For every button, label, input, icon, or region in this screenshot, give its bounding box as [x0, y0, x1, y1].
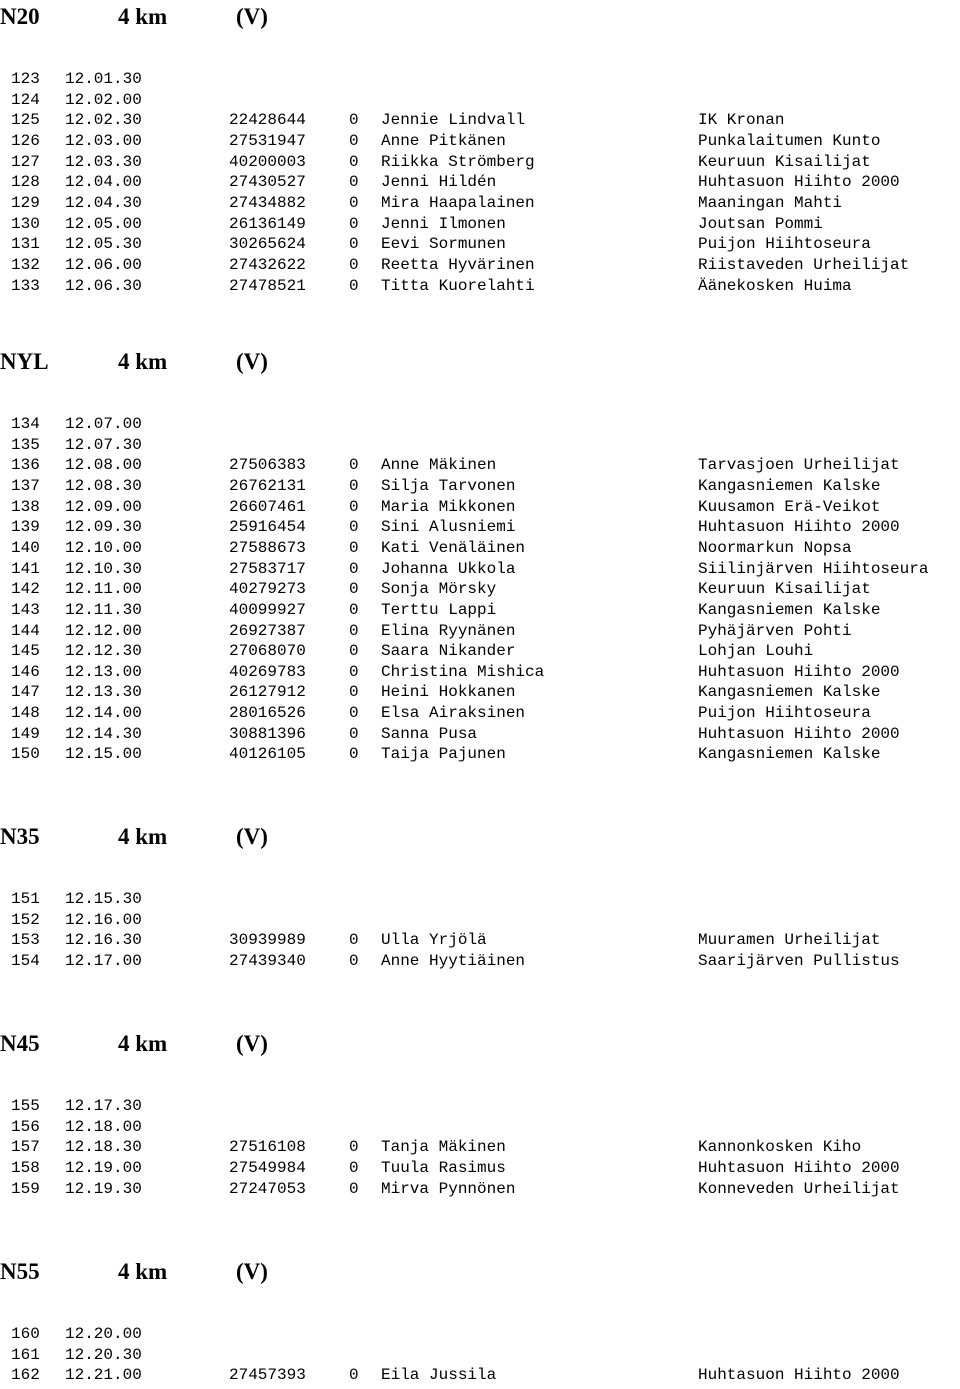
start-time: 12.11.30	[65, 600, 142, 619]
license-id: 27247053	[229, 1179, 306, 1198]
ski-style: (V)	[236, 1031, 268, 1056]
start-time: 12.18.00	[65, 1117, 142, 1136]
zero-flag: 0	[349, 642, 359, 661]
start-time: 12.08.00	[65, 456, 142, 475]
license-id: 26136149	[229, 214, 306, 233]
start-time: 12.21.00	[65, 1366, 142, 1385]
table-row	[0, 579, 960, 599]
license-id: 27506383	[229, 456, 306, 475]
competitor-name: Anne Hyytiäinen	[381, 951, 526, 970]
competitor-name: Eevi Sormunen	[381, 235, 506, 254]
start-time: 12.17.00	[65, 951, 142, 970]
table-row	[0, 131, 960, 151]
bib-number: 162	[11, 1366, 40, 1385]
class-name: N45	[0, 1031, 40, 1056]
bib-number: 138	[11, 497, 40, 516]
table-row	[0, 414, 960, 434]
bib-number: 146	[11, 662, 40, 681]
club-name: Kangasniemen Kalske	[698, 600, 881, 619]
table-row	[0, 662, 960, 682]
license-id: 27531947	[229, 131, 306, 150]
table-row	[0, 910, 960, 930]
zero-flag: 0	[349, 255, 359, 274]
competitor-name: Christina Mishica	[381, 662, 545, 681]
zero-flag: 0	[349, 214, 359, 233]
table-row	[0, 455, 960, 475]
zero-flag: 0	[349, 235, 359, 254]
ski-style: (V)	[236, 349, 268, 374]
bib-number: 151	[11, 890, 40, 908]
start-time: 12.18.30	[65, 1138, 142, 1157]
competitor-name: Riikka Strömberg	[381, 152, 535, 171]
bib-number: 129	[11, 193, 40, 212]
start-time: 12.20.00	[65, 1325, 142, 1343]
class-name: NYL	[0, 349, 49, 374]
bib-number: 139	[11, 518, 40, 537]
start-time: 12.13.30	[65, 683, 142, 702]
start-time: 12.05.30	[65, 235, 142, 254]
start-time: 12.20.30	[65, 1345, 142, 1364]
table-row	[0, 1096, 960, 1116]
table-row	[0, 600, 960, 620]
section-header	[0, 345, 960, 379]
table-row	[0, 1117, 960, 1137]
license-id: 30939989	[229, 931, 306, 950]
competitor-name: Heini Hokkanen	[381, 683, 516, 702]
bib-number: 142	[11, 580, 40, 599]
competitor-name: Tanja Mäkinen	[381, 1138, 506, 1157]
distance: 4 km	[118, 1259, 168, 1284]
table-row	[0, 276, 960, 296]
club-name: Kangasniemen Kalske	[698, 683, 881, 702]
license-id: 27549984	[229, 1158, 306, 1177]
bib-number: 160	[11, 1325, 40, 1343]
table-row	[0, 889, 960, 909]
table-row	[0, 497, 960, 517]
section-header	[0, 820, 960, 854]
start-time: 12.03.30	[65, 152, 142, 171]
competitor-name: Ulla Yrjölä	[381, 931, 487, 950]
club-name: Huhtasuon Hiihto 2000	[698, 518, 900, 537]
start-time: 12.10.30	[65, 559, 142, 578]
zero-flag: 0	[349, 1138, 359, 1157]
table-row	[0, 476, 960, 496]
distance: 4 km	[118, 4, 168, 29]
license-id: 27430527	[229, 173, 306, 192]
license-id: 27439340	[229, 951, 306, 970]
bib-number: 132	[11, 255, 40, 274]
bib-number: 134	[11, 415, 40, 433]
club-name: Pyhäjärven Pohti	[698, 621, 852, 640]
start-time: 12.01.30	[65, 70, 142, 88]
table-row	[0, 1179, 960, 1199]
table-row	[0, 234, 960, 254]
ski-style: (V)	[236, 4, 268, 29]
club-name: Maaningan Mahti	[698, 193, 843, 212]
bib-number: 131	[11, 235, 40, 254]
competitor-name: Terttu Lappi	[381, 600, 497, 619]
section-header	[0, 0, 960, 34]
zero-flag: 0	[349, 683, 359, 702]
license-id: 27432622	[229, 255, 306, 274]
start-time: 12.07.30	[65, 435, 142, 454]
start-time: 12.04.00	[65, 173, 142, 192]
club-name: Kangasniemen Kalske	[698, 476, 881, 495]
bib-number: 154	[11, 951, 40, 970]
license-id: 28016526	[229, 704, 306, 723]
start-time: 12.06.30	[65, 276, 142, 295]
license-id: 27068070	[229, 642, 306, 661]
club-name: Puijon Hiihtoseura	[698, 704, 871, 723]
table-row	[0, 69, 960, 89]
competitor-name: Jennie Lindvall	[381, 111, 526, 130]
zero-flag: 0	[349, 704, 359, 723]
competitor-name: Saara Nikander	[381, 642, 516, 661]
bib-number: 153	[11, 931, 40, 950]
competitor-name: Silja Tarvonen	[381, 476, 516, 495]
license-id: 30881396	[229, 724, 306, 743]
distance: 4 km	[118, 1031, 168, 1056]
distance: 4 km	[118, 349, 168, 374]
competitor-name: Maria Mikkonen	[381, 497, 516, 516]
license-id: 22428644	[229, 111, 306, 130]
start-time: 12.19.00	[65, 1158, 142, 1177]
start-time: 12.12.30	[65, 642, 142, 661]
zero-flag: 0	[349, 538, 359, 557]
competitor-name: Elsa Airaksinen	[381, 704, 526, 723]
license-id: 27434882	[229, 193, 306, 212]
club-name: Puijon Hiihtoseura	[698, 235, 871, 254]
bib-number: 161	[11, 1345, 40, 1364]
class-name: N55	[0, 1259, 40, 1284]
table-row	[0, 90, 960, 110]
zero-flag: 0	[349, 497, 359, 516]
bib-number: 147	[11, 683, 40, 702]
zero-flag: 0	[349, 931, 359, 950]
table-row	[0, 703, 960, 723]
club-name: Muuramen Urheilijat	[698, 931, 881, 950]
license-id: 40200003	[229, 152, 306, 171]
license-id: 27478521	[229, 276, 306, 295]
bib-number: 124	[11, 90, 40, 109]
start-time: 12.07.00	[65, 415, 142, 433]
competitor-name: Sini Alusniemi	[381, 518, 516, 537]
club-name: Huhtasuon Hiihto 2000	[698, 724, 900, 743]
start-time: 12.12.00	[65, 621, 142, 640]
club-name: Huhtasuon Hiihto 2000	[698, 173, 900, 192]
competitor-name: Sonja Mörsky	[381, 580, 497, 599]
competitor-name: Reetta Hyvärinen	[381, 255, 535, 274]
bib-number: 143	[11, 600, 40, 619]
table-row	[0, 435, 960, 455]
club-name: Siilinjärven Hiihtoseura	[698, 559, 929, 578]
club-name: Konneveden Urheilijat	[698, 1179, 900, 1198]
distance: 4 km	[118, 824, 168, 849]
competitor-name: Titta Kuorelahti	[381, 276, 535, 295]
ski-style: (V)	[236, 824, 268, 849]
ski-style: (V)	[236, 1259, 268, 1284]
table-row	[0, 538, 960, 558]
competitor-name: Anne Pitkänen	[381, 131, 506, 150]
bib-number: 135	[11, 435, 40, 454]
club-name: Saarijärven Pullistus	[698, 951, 900, 970]
table-row	[0, 1158, 960, 1178]
class-name: N20	[0, 4, 40, 29]
start-time: 12.15.30	[65, 890, 142, 908]
table-row	[0, 559, 960, 579]
start-time: 12.16.30	[65, 931, 142, 950]
license-id: 25916454	[229, 518, 306, 537]
zero-flag: 0	[349, 580, 359, 599]
bib-number: 123	[11, 70, 40, 88]
start-time: 12.11.00	[65, 580, 142, 599]
competitor-name: Johanna Ukkola	[381, 559, 516, 578]
table-row	[0, 214, 960, 234]
bib-number: 149	[11, 724, 40, 743]
zero-flag: 0	[349, 745, 359, 764]
bib-number: 148	[11, 704, 40, 723]
club-name: Tarvasjoen Urheilijat	[698, 456, 900, 475]
license-id: 26927387	[229, 621, 306, 640]
license-id: 27588673	[229, 538, 306, 557]
zero-flag: 0	[349, 476, 359, 495]
table-row	[0, 517, 960, 537]
club-name: Punkalaitumen Kunto	[698, 131, 881, 150]
competitor-name: Jenni Hildén	[381, 173, 497, 192]
zero-flag: 0	[349, 1366, 359, 1385]
start-time: 12.14.00	[65, 704, 142, 723]
zero-flag: 0	[349, 518, 359, 537]
competitor-name: Eila Jussila	[381, 1366, 497, 1385]
zero-flag: 0	[349, 724, 359, 743]
bib-number: 136	[11, 456, 40, 475]
license-id: 40269783	[229, 662, 306, 681]
table-row	[0, 172, 960, 192]
table-row	[0, 641, 960, 661]
start-time: 12.09.30	[65, 518, 142, 537]
table-row	[0, 255, 960, 275]
competitor-name: Mirva Pynnönen	[381, 1179, 516, 1198]
zero-flag: 0	[349, 662, 359, 681]
table-row	[0, 1324, 960, 1344]
start-time: 12.10.00	[65, 538, 142, 557]
license-id: 26762131	[229, 476, 306, 495]
bib-number: 145	[11, 642, 40, 661]
class-name: N35	[0, 824, 40, 849]
license-id: 40279273	[229, 580, 306, 599]
start-time: 12.14.30	[65, 724, 142, 743]
table-row	[0, 152, 960, 172]
zero-flag: 0	[349, 559, 359, 578]
bib-number: 133	[11, 276, 40, 295]
license-id: 40099927	[229, 600, 306, 619]
club-name: Keuruun Kisailijat	[698, 152, 871, 171]
bib-number: 156	[11, 1117, 40, 1136]
license-id: 30265624	[229, 235, 306, 254]
club-name: Joutsan Pommi	[698, 214, 823, 233]
start-time: 12.15.00	[65, 745, 142, 764]
zero-flag: 0	[349, 152, 359, 171]
bib-number: 126	[11, 131, 40, 150]
license-id: 40126105	[229, 745, 306, 764]
club-name: Riistaveden Urheilijat	[698, 255, 910, 274]
table-row	[0, 930, 960, 950]
competitor-name: Taija Pajunen	[381, 745, 506, 764]
start-time: 12.17.30	[65, 1097, 142, 1115]
start-time: 12.16.00	[65, 910, 142, 929]
section-header	[0, 1027, 960, 1061]
club-name: Keuruun Kisailijat	[698, 580, 871, 599]
zero-flag: 0	[349, 600, 359, 619]
bib-number: 158	[11, 1158, 40, 1177]
competitor-name: Jenni Ilmonen	[381, 214, 506, 233]
table-row	[0, 193, 960, 213]
zero-flag: 0	[349, 173, 359, 192]
zero-flag: 0	[349, 951, 359, 970]
club-name: Äänekosken Huima	[698, 276, 852, 295]
section-header	[0, 1255, 960, 1289]
bib-number: 140	[11, 538, 40, 557]
bib-number: 141	[11, 559, 40, 578]
table-row	[0, 724, 960, 744]
competitor-name: Tuula Rasimus	[381, 1158, 506, 1177]
table-row	[0, 110, 960, 130]
zero-flag: 0	[349, 1179, 359, 1198]
table-row	[0, 744, 960, 764]
bib-number: 150	[11, 745, 40, 764]
bib-number: 159	[11, 1179, 40, 1198]
zero-flag: 0	[349, 193, 359, 212]
start-time: 12.03.00	[65, 131, 142, 150]
zero-flag: 0	[349, 276, 359, 295]
zero-flag: 0	[349, 111, 359, 130]
bib-number: 155	[11, 1097, 40, 1115]
start-time: 12.06.00	[65, 255, 142, 274]
table-row	[0, 1365, 960, 1385]
club-name: IK Kronan	[698, 111, 785, 130]
start-time: 12.13.00	[65, 662, 142, 681]
bib-number: 127	[11, 152, 40, 171]
bib-number: 137	[11, 476, 40, 495]
club-name: Huhtasuon Hiihto 2000	[698, 1366, 900, 1385]
start-time: 12.19.30	[65, 1179, 142, 1198]
license-id: 26127912	[229, 683, 306, 702]
competitor-name: Kati Venäläinen	[381, 538, 526, 557]
bib-number: 125	[11, 111, 40, 130]
table-row	[0, 682, 960, 702]
competitor-name: Anne Mäkinen	[381, 456, 497, 475]
license-id: 27516108	[229, 1138, 306, 1157]
start-time: 12.02.30	[65, 111, 142, 130]
bib-number: 128	[11, 173, 40, 192]
competitor-name: Sanna Pusa	[381, 724, 478, 743]
competitor-name: Elina Ryynänen	[381, 621, 516, 640]
zero-flag: 0	[349, 1158, 359, 1177]
start-time: 12.09.00	[65, 497, 142, 516]
start-time: 12.08.30	[65, 476, 142, 495]
club-name: Kannonkosken Kiho	[698, 1138, 862, 1157]
bib-number: 152	[11, 910, 40, 929]
club-name: Kangasniemen Kalske	[698, 745, 881, 764]
club-name: Huhtasuon Hiihto 2000	[698, 1158, 900, 1177]
club-name: Lohjan Louhi	[698, 642, 814, 661]
start-time: 12.04.30	[65, 193, 142, 212]
table-row	[0, 621, 960, 641]
zero-flag: 0	[349, 131, 359, 150]
club-name: Noormarkun Nopsa	[698, 538, 852, 557]
club-name: Huhtasuon Hiihto 2000	[698, 662, 900, 681]
zero-flag: 0	[349, 621, 359, 640]
bib-number: 144	[11, 621, 40, 640]
zero-flag: 0	[349, 456, 359, 475]
table-row	[0, 1345, 960, 1365]
license-id: 27583717	[229, 559, 306, 578]
bib-number: 130	[11, 214, 40, 233]
club-name: Kuusamon Erä-Veikot	[698, 497, 881, 516]
table-row	[0, 951, 960, 971]
license-id: 27457393	[229, 1366, 306, 1385]
competitor-name: Mira Haapalainen	[381, 193, 535, 212]
table-row	[0, 1137, 960, 1157]
license-id: 26607461	[229, 497, 306, 516]
start-time: 12.02.00	[65, 90, 142, 109]
start-time: 12.05.00	[65, 214, 142, 233]
bib-number: 157	[11, 1138, 40, 1157]
